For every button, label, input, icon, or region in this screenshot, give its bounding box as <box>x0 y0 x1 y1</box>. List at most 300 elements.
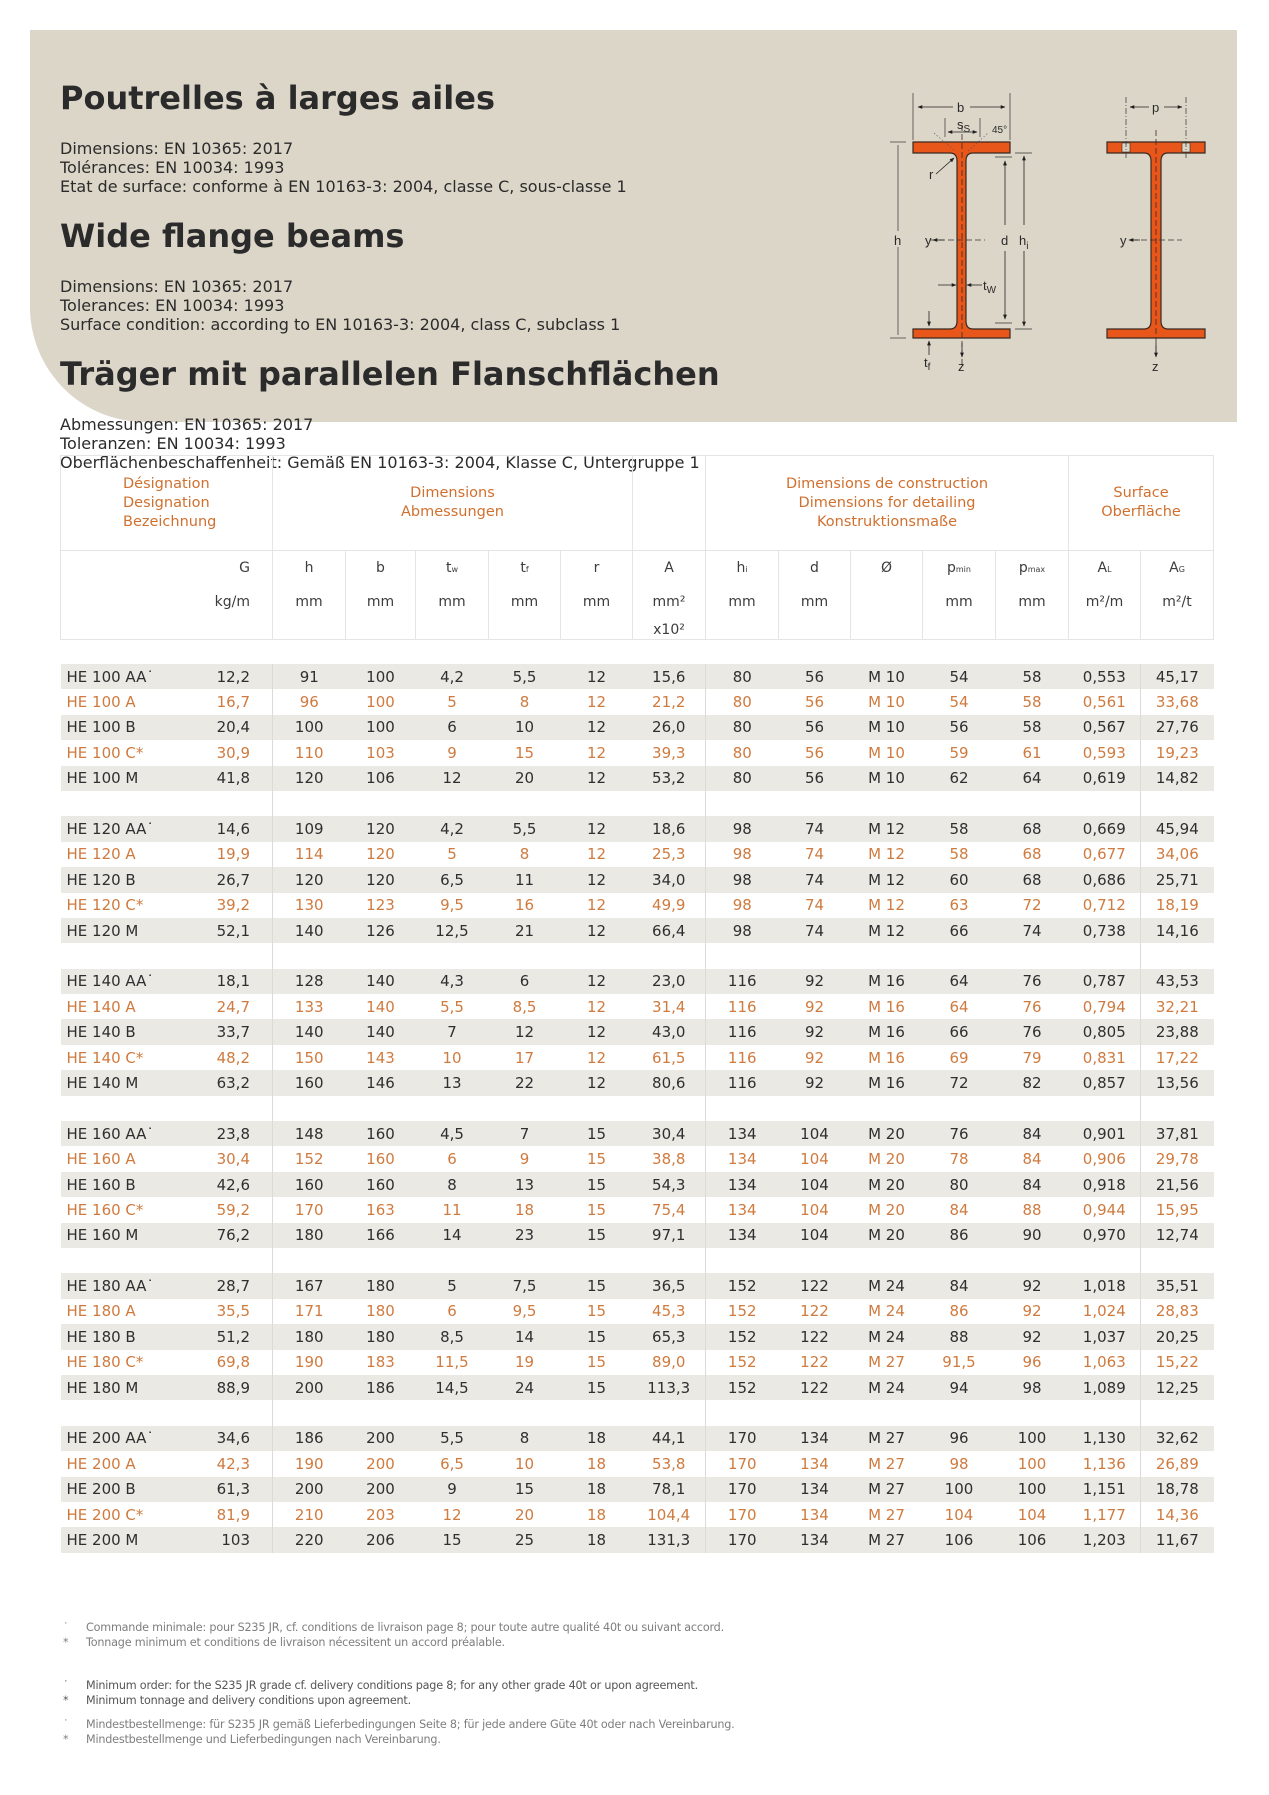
value-cell: 122 <box>779 1375 851 1400</box>
table-body <box>61 640 1214 1553</box>
table-row <box>61 1451 1214 1476</box>
column-symbol <box>416 560 488 584</box>
column-unit: mm <box>510 594 539 610</box>
value-cell: 152 <box>706 1299 779 1324</box>
value-cell: 31,4 <box>633 994 706 1019</box>
value-cell: M 24 <box>851 1299 923 1324</box>
footnote-line <box>60 1732 735 1747</box>
value-cell: 100 <box>346 715 416 740</box>
profile-name: HE 160 B <box>66 1175 136 1194</box>
profile-name: HE 100 A <box>66 693 136 712</box>
weight-value: 59,2 <box>216 1200 250 1219</box>
value-cell: 27,76 <box>1141 715 1214 740</box>
value-cell: M 12 <box>851 816 923 841</box>
symbol-subscript: L <box>1107 565 1112 574</box>
value-cell: 25,3 <box>633 842 706 867</box>
value-cell: 6 <box>416 1299 489 1324</box>
value-cell: 44,1 <box>633 1426 706 1451</box>
column-unit: mm <box>728 594 756 610</box>
value-cell: M 16 <box>851 1070 923 1095</box>
profile-name: HE 120 M <box>66 921 139 940</box>
value-cell: 180 <box>346 1273 416 1298</box>
weight-value: 42,3 <box>216 1454 250 1473</box>
value-cell: 74 <box>779 867 851 892</box>
symbol-text: t <box>520 560 526 576</box>
table-row <box>61 740 1214 765</box>
value-cell: 74 <box>779 918 851 943</box>
value-cell: 0,593 <box>1069 740 1141 765</box>
value-cell: 134 <box>779 1426 851 1451</box>
value-cell: 5,5 <box>489 816 561 841</box>
section-fr <box>60 79 720 195</box>
value-cell: 14 <box>489 1324 561 1349</box>
value-cell: 6 <box>489 969 561 994</box>
section-en <box>60 217 720 333</box>
designation-cell <box>61 1350 273 1375</box>
value-cell: 210 <box>273 1502 346 1527</box>
value-cell: 104,4 <box>633 1502 706 1527</box>
value-cell: 120 <box>346 816 416 841</box>
standard-line: Etat de surface: conforme à EN 10163-3: 2004, classe C, sous-classe 1 <box>60 176 627 196</box>
value-cell: 122 <box>779 1350 851 1375</box>
value-cell: 13,56 <box>1141 1070 1214 1095</box>
standard-line: Tolerances: EN 10034: 1993 <box>60 295 285 315</box>
value-cell: M 27 <box>851 1502 923 1527</box>
symbol-text: G <box>239 560 250 576</box>
value-cell: M 12 <box>851 867 923 892</box>
profile-name: HE 200 AA˙ <box>66 1429 154 1448</box>
weight-value: 88,9 <box>216 1378 250 1397</box>
value-cell: 0,970 <box>1069 1223 1141 1248</box>
value-cell: 15,22 <box>1141 1350 1214 1375</box>
value-cell: 5,5 <box>489 664 561 689</box>
value-cell: 17 <box>489 1045 561 1070</box>
weight-value: 76,2 <box>216 1226 250 1245</box>
value-cell: 76 <box>996 1019 1069 1044</box>
value-cell: 68 <box>996 842 1069 867</box>
value-cell: 109 <box>273 816 346 841</box>
value-cell: 100 <box>996 1451 1069 1476</box>
profile-name: HE 180 B <box>66 1327 136 1346</box>
value-cell: 143 <box>346 1045 416 1070</box>
weight-value: 48,2 <box>216 1048 250 1067</box>
value-cell: 5 <box>416 842 489 867</box>
value-cell: 15 <box>561 1273 633 1298</box>
value-cell: 146 <box>346 1070 416 1095</box>
value-cell: 1,203 <box>1069 1527 1141 1552</box>
value-cell: 116 <box>706 1019 779 1044</box>
value-cell: 23,88 <box>1141 1019 1214 1044</box>
value-cell: 106 <box>923 1527 996 1552</box>
symbol-text: A <box>664 560 674 576</box>
value-cell: 180 <box>273 1324 346 1349</box>
value-cell: 56 <box>923 715 996 740</box>
value-cell: 160 <box>346 1172 416 1197</box>
value-cell: 186 <box>273 1426 346 1451</box>
designation-cell <box>61 1426 273 1451</box>
value-cell: 5 <box>416 1273 489 1298</box>
column-header <box>561 551 633 640</box>
value-cell: 12 <box>561 842 633 867</box>
value-cell: 38,8 <box>633 1146 706 1171</box>
value-cell: 1,018 <box>1069 1273 1141 1298</box>
value-cell: 100 <box>346 664 416 689</box>
profile-name: HE 140 AA˙ <box>66 972 154 991</box>
value-cell: 140 <box>346 969 416 994</box>
value-cell: 16 <box>489 893 561 918</box>
title-de: Träger mit parallelen Flanschflächen <box>60 355 720 394</box>
value-cell: 15,95 <box>1141 1197 1214 1222</box>
footnote-text: Minimum tonnage and delivery conditions upon agreement. <box>86 1694 411 1707</box>
value-cell: 98 <box>923 1451 996 1476</box>
standard-line: Toleranzen: EN 10034: 1993 <box>60 433 286 453</box>
weight-value: 103 <box>221 1530 250 1549</box>
value-cell: 4,3 <box>416 969 489 994</box>
value-cell: 134 <box>779 1502 851 1527</box>
value-cell: 5 <box>416 689 489 714</box>
column-header <box>1069 551 1141 640</box>
profile-name: HE 180 M <box>66 1378 139 1397</box>
value-cell: 133 <box>273 994 346 1019</box>
value-cell: M 16 <box>851 994 923 1019</box>
value-cell: 114 <box>273 842 346 867</box>
footnote-block <box>60 1678 698 1708</box>
value-cell: 5,5 <box>416 1426 489 1451</box>
label-y: y <box>1120 233 1127 248</box>
value-cell: 8 <box>489 1426 561 1451</box>
value-cell: 8,5 <box>489 994 561 1019</box>
value-cell: 12,74 <box>1141 1223 1214 1248</box>
value-cell: 206 <box>346 1527 416 1552</box>
value-cell: 62 <box>923 766 996 791</box>
profile-name: HE 200 C* <box>66 1505 144 1524</box>
symbol-text: A <box>1169 560 1179 576</box>
label-tw: $t_W$ <box>983 278 997 296</box>
value-cell: 128 <box>273 969 346 994</box>
value-cell: 15 <box>561 1324 633 1349</box>
value-cell: 1,089 <box>1069 1375 1141 1400</box>
value-cell: 160 <box>273 1070 346 1095</box>
column-symbol <box>779 560 850 584</box>
value-cell: 134 <box>706 1121 779 1146</box>
value-cell: 8 <box>416 1172 489 1197</box>
value-cell: M 24 <box>851 1273 923 1298</box>
weight-value: 61,3 <box>216 1480 250 1499</box>
value-cell: 0,787 <box>1069 969 1141 994</box>
value-cell: 200 <box>346 1451 416 1476</box>
value-cell: 68 <box>996 816 1069 841</box>
value-cell: 14,36 <box>1141 1502 1214 1527</box>
value-cell: 45,94 <box>1141 816 1214 841</box>
value-cell: 1,063 <box>1069 1350 1141 1375</box>
profile-name: HE 200 A <box>66 1454 136 1473</box>
group-surface: Surface Oberfläche <box>1069 456 1214 551</box>
value-cell: 30,4 <box>633 1121 706 1146</box>
designation-cell <box>61 1070 273 1095</box>
value-cell: 11,5 <box>416 1350 489 1375</box>
value-cell: 14 <box>416 1223 489 1248</box>
standard-line: Tolérances: EN 10034: 1993 <box>60 157 285 177</box>
value-cell: 92 <box>779 1045 851 1070</box>
value-cell: 53,8 <box>633 1451 706 1476</box>
value-cell: M 16 <box>851 969 923 994</box>
value-cell: M 12 <box>851 842 923 867</box>
value-cell: 58 <box>996 715 1069 740</box>
value-cell: 12,25 <box>1141 1375 1214 1400</box>
group-gap-row <box>61 1400 1214 1425</box>
group-gap-row <box>61 791 1214 816</box>
value-cell: 120 <box>346 867 416 892</box>
value-cell: 25,71 <box>1141 867 1214 892</box>
value-cell: 160 <box>273 1172 346 1197</box>
designation-cell <box>61 969 273 994</box>
value-cell: 14,5 <box>416 1375 489 1400</box>
value-cell: 21,56 <box>1141 1172 1214 1197</box>
value-cell: 76 <box>996 969 1069 994</box>
value-cell: 13 <box>416 1070 489 1095</box>
title-fr: Poutrelles à larges ailes <box>60 79 495 118</box>
column-symbol <box>346 560 415 584</box>
designation-cell <box>61 1146 273 1171</box>
title-en: Wide flange beams <box>60 217 405 256</box>
profile-name: HE 120 C* <box>66 896 144 915</box>
value-cell: 78,1 <box>633 1477 706 1502</box>
value-cell: 74 <box>779 842 851 867</box>
column-header-g <box>61 551 273 640</box>
value-cell: 12 <box>561 664 633 689</box>
value-cell: 92 <box>779 1019 851 1044</box>
table-row <box>61 1350 1214 1375</box>
value-cell: 21,2 <box>633 689 706 714</box>
designation-cell <box>61 689 273 714</box>
value-cell: 12 <box>561 893 633 918</box>
table-row <box>61 689 1214 714</box>
column-header <box>273 551 346 640</box>
weight-value: 63,2 <box>216 1073 250 1092</box>
value-cell: 152 <box>706 1375 779 1400</box>
value-cell: 122 <box>779 1324 851 1349</box>
value-cell: 8 <box>489 689 561 714</box>
value-cell: 24 <box>489 1375 561 1400</box>
value-cell: 33,68 <box>1141 689 1214 714</box>
value-cell: 200 <box>273 1477 346 1502</box>
value-cell: 80 <box>706 740 779 765</box>
value-cell: 14,82 <box>1141 766 1214 791</box>
value-cell: 12 <box>561 1019 633 1044</box>
value-cell: 66,4 <box>633 918 706 943</box>
value-cell: 183 <box>346 1350 416 1375</box>
value-cell: 60 <box>923 867 996 892</box>
designation-cell <box>61 1197 273 1222</box>
footnote-marker: ˙ <box>63 1718 69 1731</box>
value-cell: 69 <box>923 1045 996 1070</box>
value-cell: M 12 <box>851 893 923 918</box>
table-row <box>61 715 1214 740</box>
value-cell: 56 <box>779 740 851 765</box>
value-cell: 113,3 <box>633 1375 706 1400</box>
symbol-text: b <box>376 560 385 576</box>
value-cell: 4,5 <box>416 1121 489 1146</box>
value-cell: 84 <box>996 1172 1069 1197</box>
profile-name: HE 140 C* <box>66 1048 144 1067</box>
column-header <box>996 551 1069 640</box>
value-cell: 134 <box>706 1146 779 1171</box>
standard-line: Dimensions: EN 10365: 2017 <box>60 276 294 296</box>
value-cell: 14,16 <box>1141 918 1214 943</box>
value-cell: 5,5 <box>416 994 489 1019</box>
value-cell: 170 <box>706 1451 779 1476</box>
value-cell: 72 <box>996 893 1069 918</box>
value-cell: 19 <box>489 1350 561 1375</box>
value-cell: 12 <box>561 994 633 1019</box>
value-cell: 64 <box>923 969 996 994</box>
column-header <box>779 551 851 640</box>
value-cell: 98 <box>706 893 779 918</box>
footnote-text: Commande minimale: pour S235 JR, cf. conditions de livraison page 8; pour toute autre qualité 40t ou suivant accord. <box>86 1621 724 1634</box>
symbol-subscript: max <box>1027 565 1046 574</box>
value-cell: 140 <box>346 1019 416 1044</box>
value-cell: 26,89 <box>1141 1451 1214 1476</box>
designation-cell <box>61 1375 273 1400</box>
value-cell: 80,6 <box>633 1070 706 1095</box>
column-header <box>346 551 416 640</box>
value-cell: 0,901 <box>1069 1121 1141 1146</box>
value-cell: 106 <box>346 766 416 791</box>
weight-value: 69,8 <box>216 1353 250 1372</box>
column-symbol <box>1069 560 1140 584</box>
designation-cell <box>61 766 273 791</box>
column-symbol <box>273 560 345 584</box>
value-cell: 134 <box>706 1197 779 1222</box>
label-angle: 45° <box>992 125 1008 136</box>
column-unit: m²/m <box>1085 594 1124 610</box>
value-cell: 66 <box>923 918 996 943</box>
beam-section-left <box>890 93 1032 374</box>
value-cell: 98 <box>996 1375 1069 1400</box>
value-cell: 58 <box>923 842 996 867</box>
column-unit: mm <box>438 594 466 610</box>
table-row <box>61 1527 1214 1552</box>
value-cell: 68 <box>996 867 1069 892</box>
footnote-line <box>60 1678 698 1693</box>
value-cell: 190 <box>273 1451 346 1476</box>
value-cell: 23,0 <box>633 969 706 994</box>
value-cell: 220 <box>273 1527 346 1552</box>
value-cell: 6 <box>416 1146 489 1171</box>
value-cell: 140 <box>346 994 416 1019</box>
value-cell: 32,21 <box>1141 994 1214 1019</box>
table-row <box>61 766 1214 791</box>
value-cell: 18,6 <box>633 816 706 841</box>
value-cell: 160 <box>346 1146 416 1171</box>
column-unit: m²/t <box>1162 594 1192 610</box>
value-cell: 1,037 <box>1069 1324 1141 1349</box>
value-cell: 15 <box>561 1172 633 1197</box>
symbol-subscript: f <box>525 565 529 574</box>
value-cell: 91 <box>273 664 346 689</box>
value-cell: 12 <box>416 766 489 791</box>
value-cell: 91,5 <box>923 1350 996 1375</box>
designation-cell <box>61 1324 273 1349</box>
value-cell: 63 <box>923 893 996 918</box>
value-cell: 15 <box>561 1146 633 1171</box>
value-cell: M 16 <box>851 1019 923 1044</box>
value-cell: 0,619 <box>1069 766 1141 791</box>
weight-value: 20,4 <box>216 718 250 737</box>
value-cell: 15 <box>561 1197 633 1222</box>
value-cell: 203 <box>346 1502 416 1527</box>
group-detailing: Dimensions de construction Dimensions for detailing Konstruktionsmaße <box>706 456 1069 551</box>
table-row <box>61 1045 1214 1070</box>
standard-line: Surface condition: according to EN 10163-3: 2004, class C, subclass 1 <box>60 314 621 334</box>
value-cell: 12 <box>561 816 633 841</box>
value-cell: 18 <box>561 1502 633 1527</box>
column-header <box>851 551 923 640</box>
standards-en <box>60 277 720 334</box>
value-cell: 92 <box>996 1299 1069 1324</box>
group-gap-row <box>61 1096 1214 1121</box>
value-cell: 32,62 <box>1141 1426 1214 1451</box>
table-row <box>61 1502 1214 1527</box>
value-cell: 152 <box>706 1324 779 1349</box>
value-cell: 58 <box>996 689 1069 714</box>
header-text <box>60 58 720 472</box>
value-cell: 36,5 <box>633 1273 706 1298</box>
value-cell: 12 <box>561 867 633 892</box>
value-cell: 98 <box>706 816 779 841</box>
footnote-block <box>60 1620 724 1650</box>
value-cell: 20 <box>489 766 561 791</box>
column-unit <box>851 594 922 618</box>
value-cell: 12 <box>489 1019 561 1044</box>
value-cell: 12 <box>561 689 633 714</box>
value-cell: 122 <box>779 1299 851 1324</box>
value-cell: 82 <box>996 1070 1069 1095</box>
value-cell: 10 <box>489 715 561 740</box>
value-cell: 61,5 <box>633 1045 706 1070</box>
value-cell: 13 <box>489 1172 561 1197</box>
value-cell: 59 <box>923 740 996 765</box>
value-cell: 54,3 <box>633 1172 706 1197</box>
value-cell: 116 <box>706 994 779 1019</box>
value-cell: 94 <box>923 1375 996 1400</box>
value-cell: 0,686 <box>1069 867 1141 892</box>
designation-cell <box>61 1527 273 1552</box>
value-cell: 9 <box>416 740 489 765</box>
value-cell: 200 <box>346 1426 416 1451</box>
value-cell: 171 <box>273 1299 346 1324</box>
value-cell: M 20 <box>851 1223 923 1248</box>
value-cell: 11 <box>416 1197 489 1222</box>
value-cell: 20,25 <box>1141 1324 1214 1349</box>
value-cell: 110 <box>273 740 346 765</box>
weight-value: 39,2 <box>216 896 250 915</box>
value-cell: 19,23 <box>1141 740 1214 765</box>
designation-cell <box>61 1045 273 1070</box>
symbol-text: t <box>445 560 452 576</box>
table-row <box>61 1273 1214 1298</box>
value-cell: M 27 <box>851 1426 923 1451</box>
value-cell: 6 <box>416 715 489 740</box>
value-cell: 170 <box>706 1527 779 1552</box>
value-cell: 106 <box>996 1527 1069 1552</box>
value-cell: 17,22 <box>1141 1045 1214 1070</box>
value-cell: 134 <box>779 1451 851 1476</box>
column-header <box>706 551 779 640</box>
standard-line: Abmessungen: EN 10365: 2017 <box>60 414 314 434</box>
value-cell: M 27 <box>851 1451 923 1476</box>
value-cell: 131,3 <box>633 1527 706 1552</box>
